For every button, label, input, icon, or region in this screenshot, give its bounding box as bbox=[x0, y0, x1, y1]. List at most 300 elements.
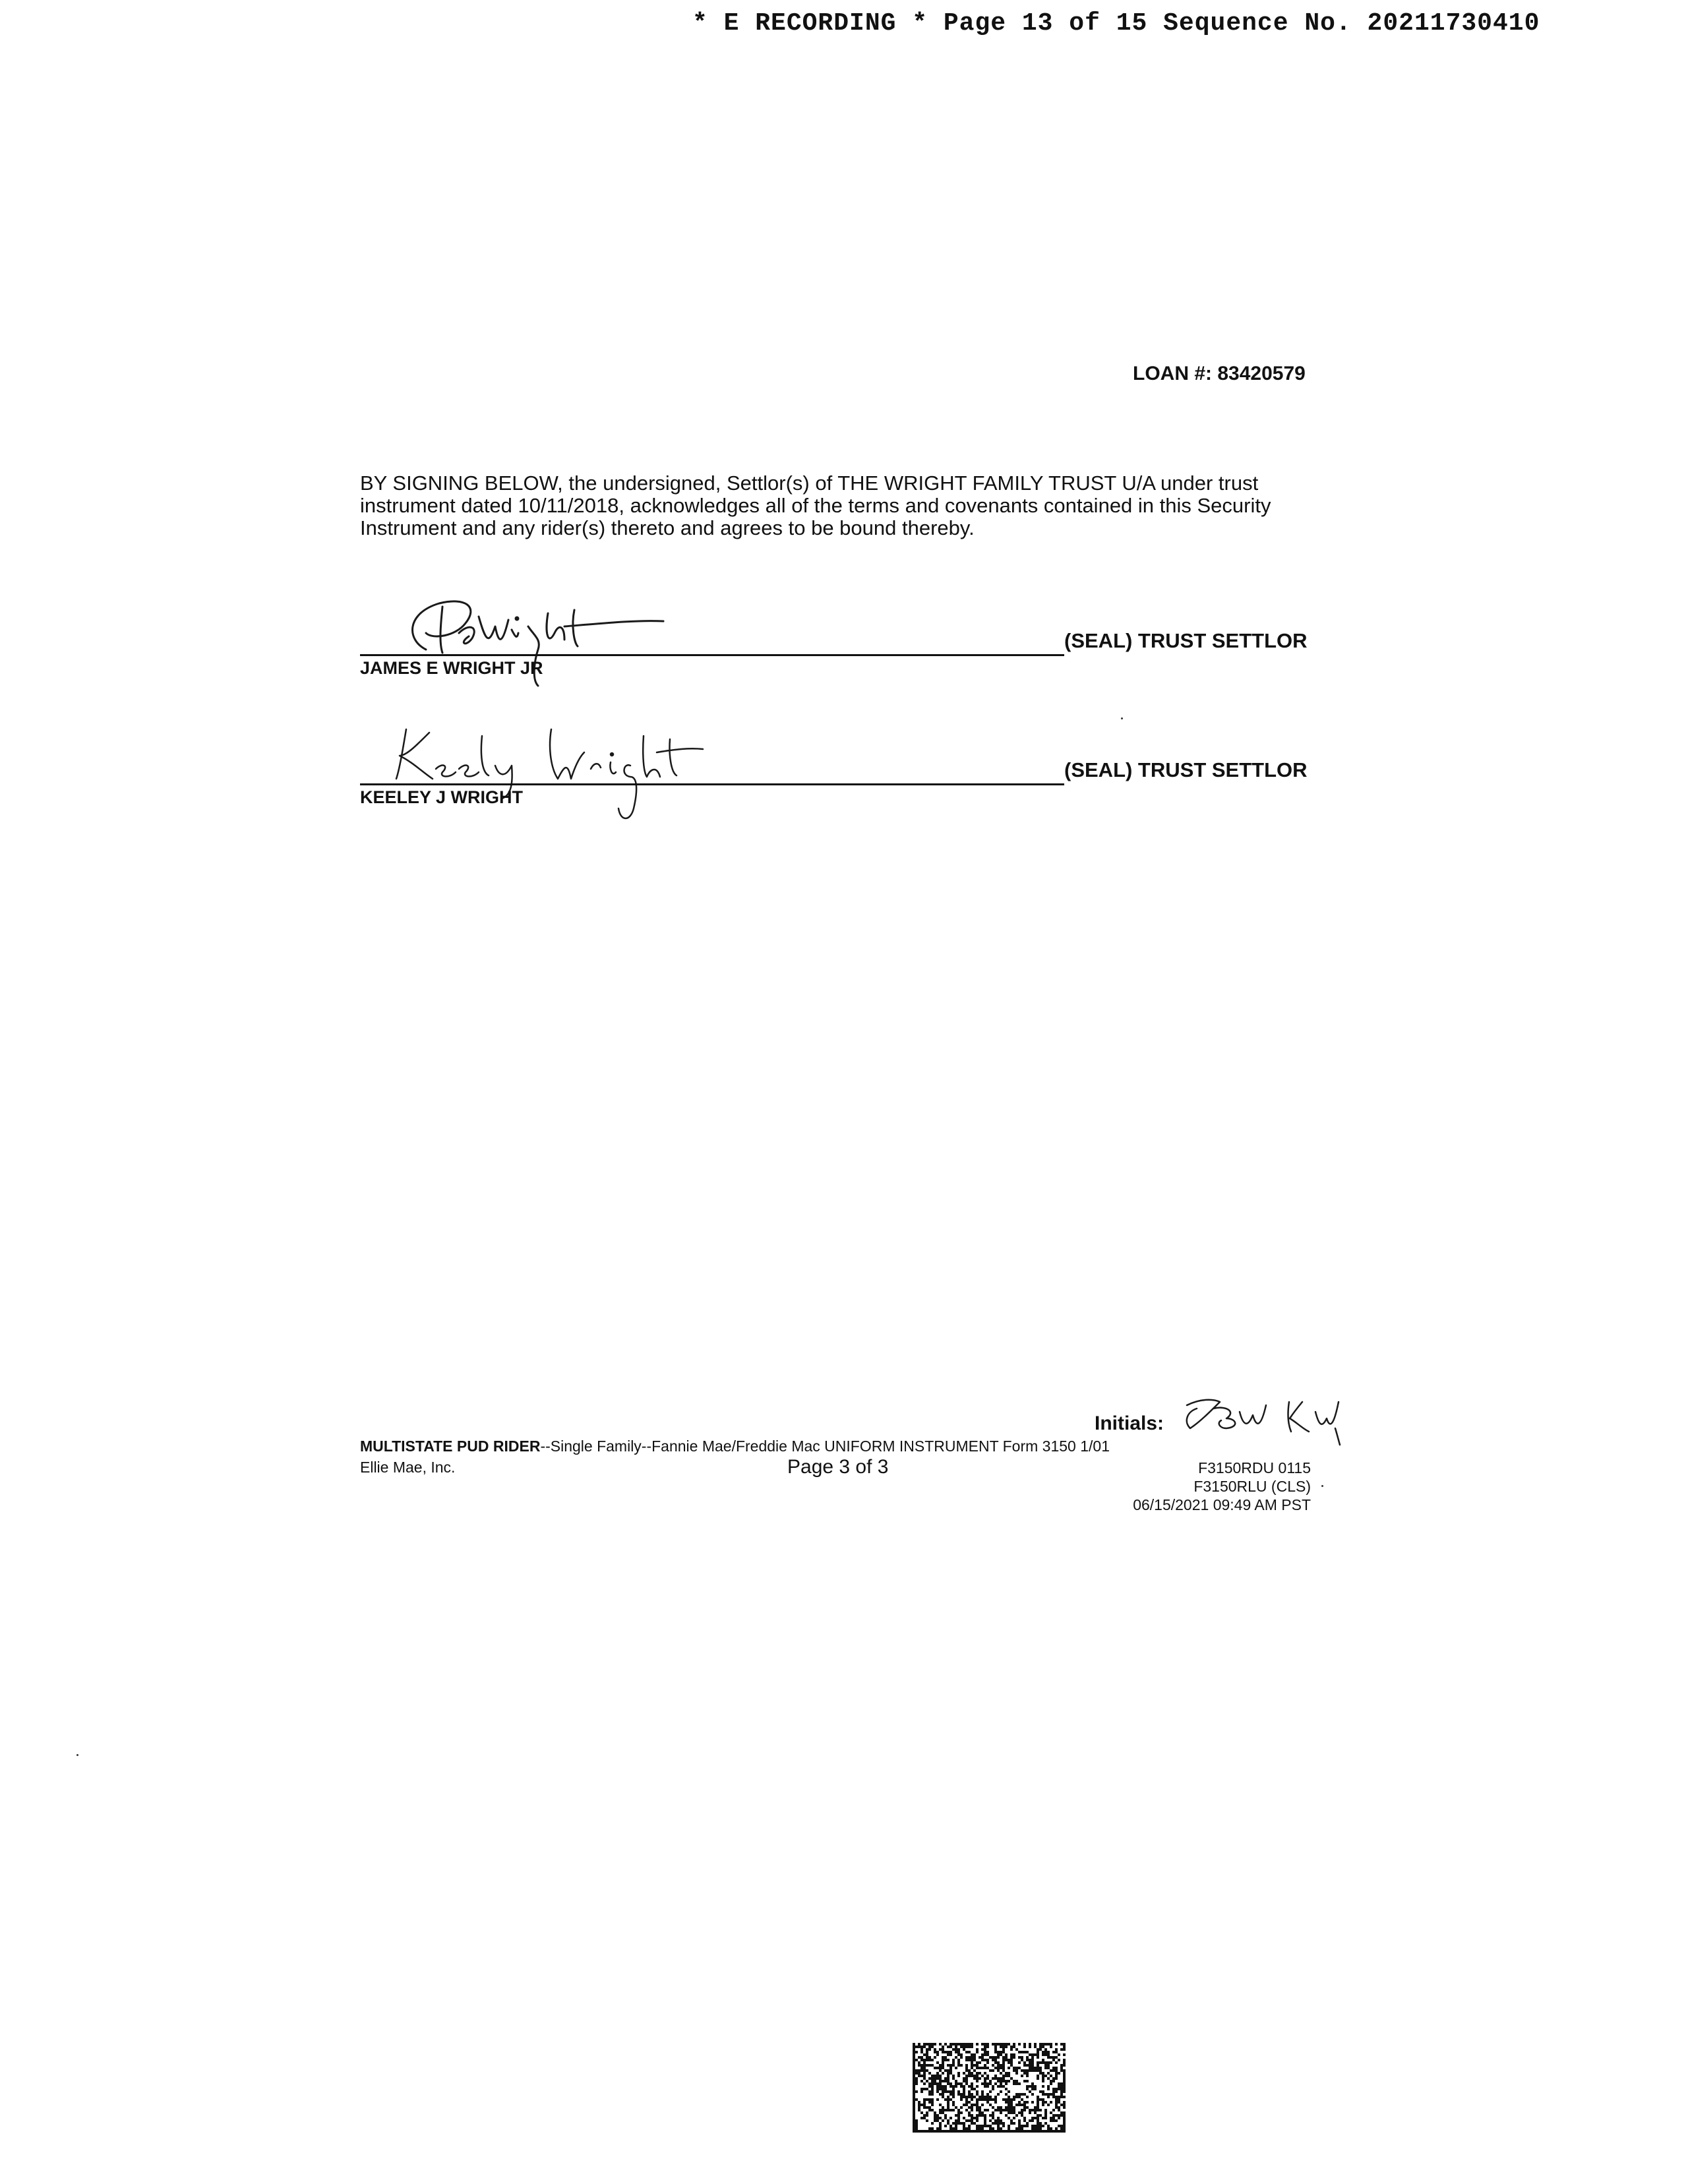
barcode-module bbox=[920, 2067, 923, 2069]
barcode-module bbox=[939, 2077, 942, 2080]
barcode-module bbox=[1015, 2069, 1018, 2072]
barcode-module bbox=[955, 2085, 957, 2088]
barcode-module bbox=[952, 2061, 955, 2064]
barcode-module bbox=[1037, 2127, 1039, 2130]
barcode-module bbox=[976, 2127, 979, 2130]
barcode-module bbox=[920, 2056, 923, 2059]
barcode-module bbox=[1034, 2046, 1037, 2048]
barcode-module bbox=[1010, 2048, 1013, 2051]
barcode-module bbox=[934, 2114, 936, 2117]
barcode-module bbox=[1042, 2125, 1044, 2127]
barcode-module bbox=[976, 2101, 979, 2104]
barcode-module bbox=[1052, 2088, 1055, 2090]
barcode-module bbox=[1052, 2067, 1055, 2069]
barcode-module bbox=[915, 2069, 918, 2072]
barcode-module bbox=[989, 2082, 992, 2085]
barcode-module bbox=[994, 2051, 997, 2053]
barcode-module bbox=[947, 2130, 950, 2133]
barcode-module bbox=[947, 2104, 950, 2106]
barcode-module bbox=[997, 2119, 1000, 2122]
barcode-module bbox=[992, 2117, 994, 2119]
barcode-module bbox=[957, 2130, 960, 2133]
barcode-module bbox=[965, 2098, 968, 2101]
barcode-module bbox=[1021, 2059, 1023, 2061]
barcode-module bbox=[1055, 2119, 1058, 2122]
barcode-module bbox=[950, 2067, 952, 2069]
initials-signature bbox=[1174, 1382, 1358, 1448]
barcode-module bbox=[952, 2059, 955, 2061]
barcode-module bbox=[934, 2117, 936, 2119]
barcode-module bbox=[997, 2043, 1000, 2046]
barcode-module bbox=[923, 2046, 926, 2048]
barcode-module bbox=[1005, 2106, 1008, 2109]
barcode-module bbox=[923, 2117, 926, 2119]
barcode-module bbox=[950, 2051, 952, 2053]
barcode-module bbox=[986, 2130, 989, 2133]
barcode-module bbox=[1050, 2043, 1052, 2046]
barcode-module bbox=[994, 2109, 997, 2111]
barcode-module bbox=[1047, 2104, 1050, 2106]
barcode-module bbox=[994, 2122, 997, 2125]
barcode-module bbox=[950, 2130, 952, 2133]
form-codes bbox=[1133, 1459, 1311, 1514]
initials-block bbox=[1095, 1390, 1358, 1456]
barcode-module bbox=[968, 2096, 971, 2098]
barcode-module bbox=[913, 2053, 915, 2056]
barcode-module bbox=[994, 2096, 997, 2098]
barcode-module bbox=[1034, 2085, 1037, 2088]
barcode-module bbox=[976, 2077, 979, 2080]
barcode-module bbox=[1058, 2053, 1060, 2056]
barcode-module bbox=[1042, 2059, 1044, 2061]
barcode-module bbox=[976, 2125, 979, 2127]
barcode-module bbox=[1000, 2053, 1002, 2056]
barcode-module bbox=[952, 2096, 955, 2098]
barcode-module bbox=[1052, 2051, 1055, 2053]
barcode-module bbox=[1034, 2069, 1037, 2072]
barcode-module bbox=[976, 2075, 979, 2077]
barcode-module bbox=[936, 2082, 939, 2085]
barcode-module bbox=[934, 2077, 936, 2080]
barcode-module bbox=[1015, 2096, 1018, 2098]
barcode-module bbox=[1000, 2043, 1002, 2046]
barcode-module bbox=[981, 2048, 984, 2051]
barcode-module bbox=[1050, 2119, 1052, 2122]
barcode-module bbox=[957, 2082, 960, 2085]
seal-label: (SEAL) TRUST SETTLOR bbox=[1064, 758, 1308, 781]
barcode-module bbox=[918, 2104, 920, 2106]
barcode-module bbox=[1002, 2085, 1005, 2088]
barcode-module bbox=[973, 2059, 976, 2061]
barcode-module bbox=[952, 2093, 955, 2096]
barcode-module bbox=[1029, 2067, 1031, 2069]
barcode-module bbox=[915, 2125, 918, 2127]
barcode-module bbox=[957, 2119, 960, 2122]
barcode-module bbox=[1060, 2093, 1063, 2096]
signer-name: KEELEY J WRIGHT bbox=[360, 787, 524, 807]
barcode-module bbox=[1002, 2048, 1005, 2051]
barcode-module bbox=[918, 2072, 920, 2075]
barcode-module bbox=[1023, 2101, 1026, 2104]
barcode-module bbox=[931, 2127, 934, 2130]
barcode-module bbox=[957, 2111, 960, 2114]
barcode-module bbox=[1039, 2098, 1042, 2101]
barcode-module bbox=[1018, 2082, 1021, 2085]
barcode-module bbox=[1008, 2098, 1010, 2101]
page-indicator: Page 3 of 3 bbox=[787, 1456, 889, 1478]
barcode-module bbox=[913, 2090, 915, 2093]
barcode-module bbox=[957, 2114, 960, 2117]
barcode-module bbox=[942, 2059, 944, 2061]
barcode-module bbox=[931, 2075, 934, 2077]
barcode-module bbox=[1052, 2130, 1055, 2133]
barcode-module bbox=[981, 2130, 984, 2133]
barcode-module bbox=[986, 2109, 989, 2111]
barcode-module bbox=[1018, 2051, 1021, 2053]
barcode-module bbox=[1010, 2061, 1013, 2064]
barcode-module bbox=[1044, 2122, 1047, 2125]
barcode-module bbox=[979, 2096, 981, 2098]
barcode-module bbox=[989, 2114, 992, 2117]
barcode-module bbox=[981, 2111, 984, 2114]
barcode-module bbox=[1026, 2075, 1029, 2077]
barcode-module bbox=[989, 2125, 992, 2127]
barcode-module bbox=[1063, 2127, 1066, 2130]
barcode-module bbox=[976, 2117, 979, 2119]
barcode-module bbox=[981, 2075, 984, 2077]
barcode-module bbox=[950, 2085, 952, 2088]
barcode-module bbox=[989, 2119, 992, 2122]
barcode-module bbox=[923, 2075, 926, 2077]
barcode-module bbox=[984, 2109, 986, 2111]
barcode-module bbox=[1050, 2080, 1052, 2082]
barcode-module bbox=[1037, 2104, 1039, 2106]
form-timestamp: 06/15/2021 09:49 AM PST bbox=[1133, 1496, 1311, 1513]
barcode-module bbox=[1037, 2077, 1039, 2080]
barcode-module bbox=[928, 2077, 931, 2080]
barcode-module bbox=[923, 2053, 926, 2056]
barcode-module bbox=[934, 2082, 936, 2085]
barcode-module bbox=[976, 2085, 979, 2088]
barcode-module bbox=[1000, 2111, 1002, 2114]
barcode-module bbox=[1005, 2075, 1008, 2077]
barcode-module bbox=[1039, 2069, 1042, 2072]
barcode-module bbox=[1005, 2093, 1008, 2096]
barcode-module bbox=[1034, 2125, 1037, 2127]
barcode-module bbox=[918, 2043, 920, 2046]
barcode-module bbox=[913, 2093, 915, 2096]
barcode-module bbox=[915, 2130, 918, 2133]
barcode-module bbox=[984, 2072, 986, 2075]
barcode-module bbox=[1023, 2117, 1026, 2119]
barcode-module bbox=[1015, 2127, 1018, 2130]
barcode-module bbox=[997, 2117, 1000, 2119]
barcode-module bbox=[984, 2119, 986, 2122]
barcode-module bbox=[926, 2069, 928, 2072]
barcode-module bbox=[1039, 2090, 1042, 2093]
barcode-module bbox=[923, 2061, 926, 2064]
barcode-module bbox=[981, 2053, 984, 2056]
barcode-module bbox=[1037, 2119, 1039, 2122]
barcode-module bbox=[1013, 2046, 1015, 2048]
barcode-module bbox=[965, 2096, 968, 2098]
barcode-module bbox=[979, 2072, 981, 2075]
seal-label: (SEAL) TRUST SETTLOR bbox=[1064, 629, 1308, 652]
barcode-module bbox=[1055, 2061, 1058, 2064]
barcode-module bbox=[913, 2048, 915, 2051]
barcode-module bbox=[1008, 2080, 1010, 2082]
barcode-module bbox=[913, 2114, 915, 2117]
barcode-module bbox=[963, 2048, 965, 2051]
barcode-module bbox=[1039, 2109, 1042, 2111]
barcode-module bbox=[1026, 2101, 1029, 2104]
barcode-module bbox=[1034, 2088, 1037, 2090]
barcode-module bbox=[913, 2080, 915, 2082]
barcode-module bbox=[1039, 2122, 1042, 2125]
barcode-module bbox=[928, 2127, 931, 2130]
barcode-module bbox=[994, 2059, 997, 2061]
barcode-module bbox=[1031, 2119, 1034, 2122]
barcode-module bbox=[920, 2117, 923, 2119]
barcode-module bbox=[944, 2069, 947, 2072]
barcode-module bbox=[1063, 2069, 1066, 2072]
barcode-module bbox=[994, 2075, 997, 2077]
barcode-module bbox=[923, 2067, 926, 2069]
barcode-module bbox=[1023, 2106, 1026, 2109]
barcode-module bbox=[1013, 2117, 1015, 2119]
barcode-module bbox=[1000, 2077, 1002, 2080]
barcode-module bbox=[1008, 2127, 1010, 2130]
barcode-module bbox=[1023, 2125, 1026, 2127]
barcode-module bbox=[973, 2075, 976, 2077]
barcode-module bbox=[915, 2046, 918, 2048]
barcode-module bbox=[1008, 2101, 1010, 2104]
barcode-module bbox=[965, 2059, 968, 2061]
barcode-module bbox=[947, 2046, 950, 2048]
barcode-module bbox=[942, 2064, 944, 2067]
barcode-module bbox=[1031, 2059, 1034, 2061]
barcode-module bbox=[1039, 2127, 1042, 2130]
barcode-module bbox=[1010, 2077, 1013, 2080]
barcode-module bbox=[971, 2119, 973, 2122]
barcode-module bbox=[1015, 2114, 1018, 2117]
barcode-module bbox=[971, 2043, 973, 2046]
barcode-module bbox=[1037, 2075, 1039, 2077]
barcode-module bbox=[957, 2093, 960, 2096]
barcode-module bbox=[968, 2114, 971, 2117]
barcode-module bbox=[1047, 2127, 1050, 2130]
barcode-module bbox=[931, 2101, 934, 2104]
barcode-module bbox=[971, 2046, 973, 2048]
barcode-module bbox=[1026, 2130, 1029, 2133]
barcode-module bbox=[992, 2064, 994, 2067]
barcode-module bbox=[968, 2085, 971, 2088]
barcode-module bbox=[1050, 2056, 1052, 2059]
barcode-module bbox=[1002, 2046, 1005, 2048]
scan-speck bbox=[76, 1754, 78, 1756]
barcode-module bbox=[1026, 2059, 1029, 2061]
barcode-module bbox=[965, 2080, 968, 2082]
barcode-module bbox=[986, 2077, 989, 2080]
loan-number: LOAN #: 83420579 bbox=[1133, 363, 1306, 384]
barcode-module bbox=[947, 2119, 950, 2122]
barcode-module bbox=[918, 2075, 920, 2077]
barcode-module bbox=[923, 2069, 926, 2072]
barcode-module bbox=[942, 2130, 944, 2133]
barcode-module bbox=[960, 2064, 963, 2067]
barcode-module bbox=[1060, 2088, 1063, 2090]
barcode-module bbox=[1052, 2080, 1055, 2082]
barcode-module bbox=[939, 2109, 942, 2111]
barcode-module bbox=[1039, 2061, 1042, 2064]
barcode-module bbox=[986, 2059, 989, 2061]
barcode-module bbox=[979, 2114, 981, 2117]
barcode-module bbox=[944, 2077, 947, 2080]
barcode-module bbox=[955, 2119, 957, 2122]
barcode-module bbox=[986, 2125, 989, 2127]
barcode-module bbox=[1023, 2061, 1026, 2064]
barcode-module bbox=[1026, 2096, 1029, 2098]
barcode-module bbox=[1031, 2064, 1034, 2067]
barcode-module bbox=[979, 2067, 981, 2069]
barcode-module bbox=[997, 2061, 1000, 2064]
barcode-module bbox=[976, 2048, 979, 2051]
barcode-module bbox=[971, 2053, 973, 2056]
barcode-module bbox=[1039, 2125, 1042, 2127]
barcode-module bbox=[989, 2098, 992, 2101]
barcode-module bbox=[939, 2080, 942, 2082]
barcode-module bbox=[942, 2046, 944, 2048]
barcode-module bbox=[997, 2109, 1000, 2111]
barcode-module bbox=[963, 2093, 965, 2096]
barcode-module bbox=[915, 2127, 918, 2130]
barcode-module bbox=[1037, 2069, 1039, 2072]
barcode-module bbox=[973, 2130, 976, 2133]
barcode-module bbox=[1002, 2051, 1005, 2053]
barcode-module bbox=[1037, 2056, 1039, 2059]
barcode-module bbox=[1050, 2075, 1052, 2077]
barcode-module bbox=[986, 2098, 989, 2101]
barcode-module bbox=[950, 2125, 952, 2127]
barcode-module bbox=[939, 2085, 942, 2088]
barcode-module bbox=[1047, 2096, 1050, 2098]
barcode-module bbox=[1005, 2098, 1008, 2101]
barcode-module bbox=[1060, 2125, 1063, 2127]
barcode-module bbox=[992, 2114, 994, 2117]
barcode-module bbox=[971, 2059, 973, 2061]
barcode-module bbox=[950, 2098, 952, 2101]
barcode-module bbox=[939, 2093, 942, 2096]
barcode-module bbox=[1018, 2127, 1021, 2130]
barcode-module bbox=[976, 2130, 979, 2133]
barcode-module bbox=[955, 2043, 957, 2046]
barcode-module bbox=[992, 2085, 994, 2088]
barcode-module bbox=[1010, 2064, 1013, 2067]
barcode-module bbox=[1050, 2101, 1052, 2104]
barcode-module bbox=[931, 2122, 934, 2125]
barcode-module bbox=[965, 2082, 968, 2085]
barcode-module bbox=[992, 2106, 994, 2109]
barcode-module bbox=[957, 2048, 960, 2051]
barcode-module bbox=[965, 2075, 968, 2077]
barcode-module bbox=[944, 2114, 947, 2117]
barcode-module bbox=[1018, 2119, 1021, 2122]
barcode-module bbox=[950, 2053, 952, 2056]
barcode-module bbox=[1026, 2051, 1029, 2053]
barcode-module bbox=[1063, 2053, 1066, 2056]
barcode-module bbox=[1055, 2104, 1058, 2106]
barcode-module bbox=[1031, 2125, 1034, 2127]
barcode-module bbox=[1052, 2096, 1055, 2098]
barcode-module bbox=[1037, 2109, 1039, 2111]
barcode-module bbox=[957, 2122, 960, 2125]
barcode-module bbox=[1037, 2064, 1039, 2067]
barcode-module bbox=[913, 2056, 915, 2059]
barcode-module bbox=[1021, 2098, 1023, 2101]
barcode-module bbox=[997, 2122, 1000, 2125]
barcode-module bbox=[1047, 2051, 1050, 2053]
barcode-module bbox=[920, 2059, 923, 2061]
barcode-module bbox=[913, 2122, 915, 2125]
barcode-module bbox=[1029, 2090, 1031, 2093]
barcode-module bbox=[915, 2077, 918, 2080]
barcode-module bbox=[1052, 2117, 1055, 2119]
barcode-module bbox=[979, 2109, 981, 2111]
signature-line bbox=[360, 654, 1064, 656]
barcode-module bbox=[923, 2114, 926, 2117]
barcode-module bbox=[913, 2059, 915, 2061]
barcode-module bbox=[918, 2130, 920, 2133]
barcode-module bbox=[1010, 2101, 1013, 2104]
barcode-module bbox=[992, 2111, 994, 2114]
barcode-module bbox=[979, 2125, 981, 2127]
barcode-module bbox=[1021, 2130, 1023, 2133]
barcode-module bbox=[992, 2127, 994, 2130]
barcode-module bbox=[981, 2114, 984, 2117]
barcode-module bbox=[997, 2064, 1000, 2067]
barcode-module bbox=[1026, 2106, 1029, 2109]
settlor-acknowledgement: BY SIGNING BELOW, the undersigned, Settlor(s) of THE WRIGHT FAMILY TRUST U/A under trust instrument dated 10/11/2018, acknowledges all of the terms and covenants contained in this Security Instrument and any rider(s) thereto and agrees to be bound thereby. bbox=[360, 471, 1271, 539]
barcode-module bbox=[968, 2130, 971, 2133]
barcode-module bbox=[960, 2130, 963, 2133]
barcode-module bbox=[984, 2051, 986, 2053]
barcode-module bbox=[1063, 2043, 1066, 2046]
barcode-module bbox=[934, 2048, 936, 2051]
barcode-module bbox=[979, 2111, 981, 2114]
barcode-module bbox=[971, 2096, 973, 2098]
barcode-module bbox=[952, 2085, 955, 2088]
barcode-module bbox=[965, 2130, 968, 2133]
barcode-module bbox=[939, 2122, 942, 2125]
barcode-module bbox=[984, 2059, 986, 2061]
barcode-module bbox=[920, 2080, 923, 2082]
barcode-module bbox=[947, 2109, 950, 2111]
barcode-module bbox=[973, 2104, 976, 2106]
barcode-module bbox=[944, 2117, 947, 2119]
barcode-module bbox=[1037, 2098, 1039, 2101]
barcode-module bbox=[994, 2082, 997, 2085]
barcode-module bbox=[992, 2059, 994, 2061]
barcode-module bbox=[1037, 2096, 1039, 2098]
barcode-module bbox=[1039, 2048, 1042, 2051]
barcode-module bbox=[968, 2106, 971, 2109]
barcode-module bbox=[1042, 2101, 1044, 2104]
barcode-module bbox=[1023, 2109, 1026, 2111]
signer-name: JAMES E WRIGHT JR bbox=[360, 658, 543, 678]
barcode-module bbox=[915, 2051, 918, 2053]
barcode-module bbox=[1055, 2098, 1058, 2101]
barcode-module bbox=[1002, 2056, 1005, 2059]
